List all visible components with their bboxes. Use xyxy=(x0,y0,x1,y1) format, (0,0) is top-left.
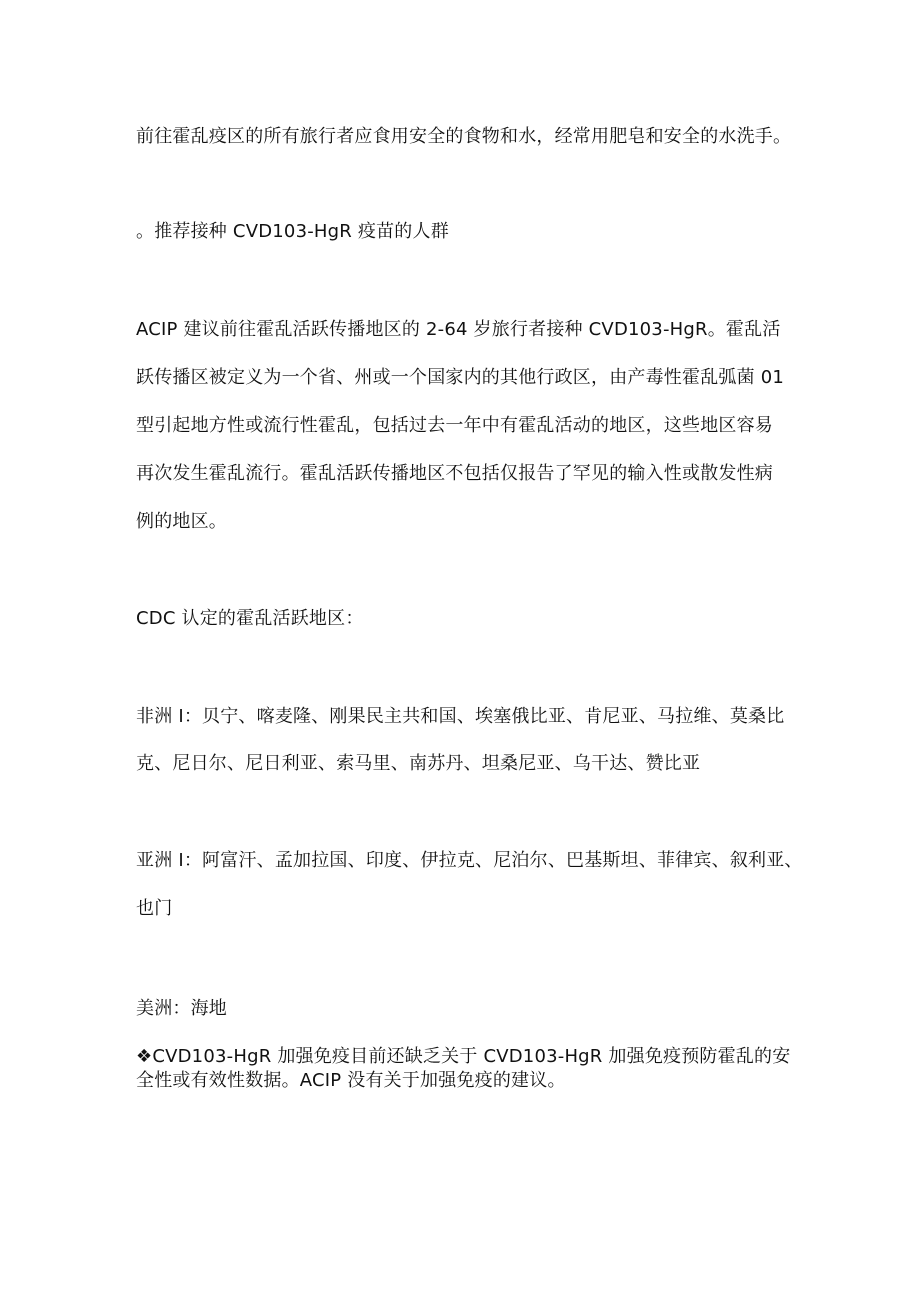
paragraph-hygiene-advice: 前往霍乱疫区的所有旅行者应食用安全的食物和水，经常用肥皂和安全的水洗手。 xyxy=(136,126,792,147)
africa-list-line-1: 非洲 I：贝宁、喀麦隆、刚果民主共和国、埃塞俄比亚、肯尼亚、马拉维、莫桑比 xyxy=(136,706,785,727)
paragraph-acip-line-2: 跃传播区被定义为一个省、州或一个国家内的其他行政区，由产毒性霍乱弧菌 01 xyxy=(136,367,785,388)
asia-list-line-2: 也门 xyxy=(136,898,173,919)
africa-list-line-2: 克、尼日尔、尼日利亚、索马里、南苏丹、坦桑尼亚、乌干达、赞比亚 xyxy=(136,753,701,774)
americas-list: 美洲：海地 xyxy=(136,998,227,1019)
paragraph-acip-line-5: 例的地区。 xyxy=(136,511,227,532)
section-heading-vaccine-recipients: 。推荐接种 CVD103-HgR 疫苗的人群 xyxy=(136,221,449,242)
asia-list-line-1: 亚洲 I：阿富汗、孟加拉国、印度、伊拉克、尼泊尔、巴基斯坦、菲律宾、叙利亚、 xyxy=(136,850,803,871)
paragraph-acip-line-3: 型引起地方性或流行性霍乱，包括过去一年中有霍乱活动的地区，这些地区容易 xyxy=(136,415,773,436)
booster-note-text: CVD103-HgR 加强免疫目前还缺乏关于 CVD103-HgR 加强免疫预防霍乱的安全性或有效性数据。ACIP 没有关于加强免疫的建议。 xyxy=(136,1046,791,1091)
paragraph-acip-line-4: 再次发生霍乱流行。霍乱活跃传播地区不包括仅报告了罕见的输入性或散发性病 xyxy=(136,463,773,484)
booster-note xyxy=(136,1045,796,1093)
diamond-bullet-icon: ❖ xyxy=(136,1046,153,1067)
cdc-active-areas-heading: CDC 认定的霍乱活跃地区： xyxy=(136,608,364,629)
paragraph-acip-line-1: ACIP 建议前往霍乱活跃传播地区的 2-64 岁旅行者接种 CVD103-HgR。霍乱活 xyxy=(136,319,781,340)
